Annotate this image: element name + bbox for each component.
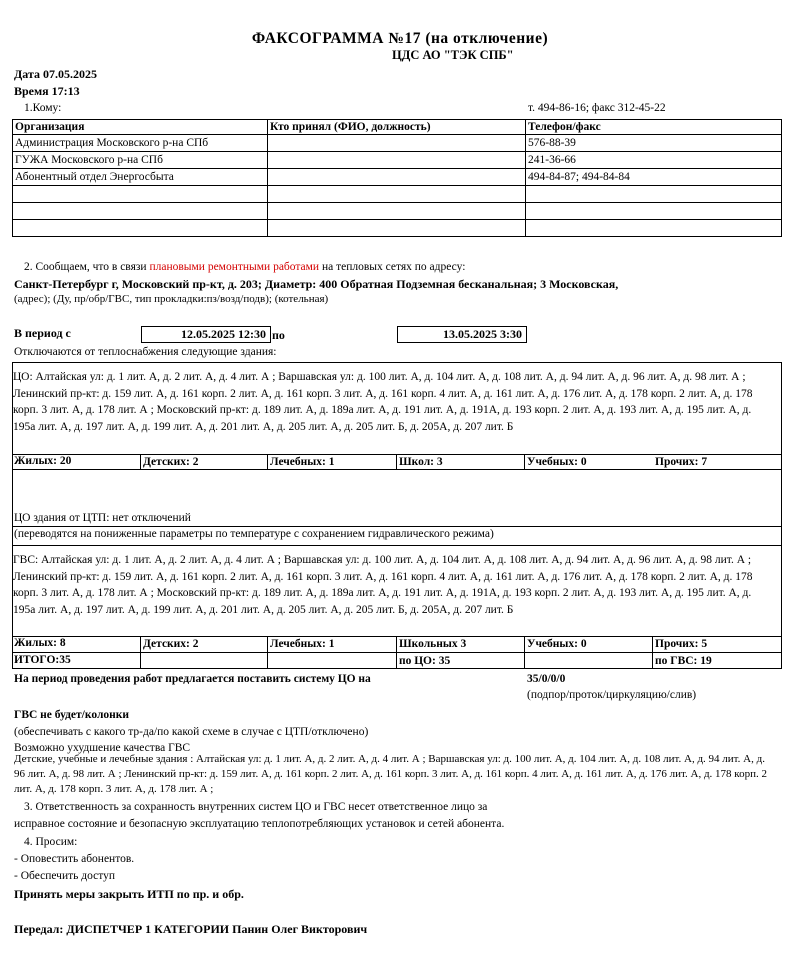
divider xyxy=(652,636,653,669)
column-header: Организация xyxy=(13,120,268,135)
receiver-cell xyxy=(268,135,526,152)
date-label: Дата 07.05.2025 xyxy=(14,67,97,81)
period-to-field: 13.05.2025 3:30 xyxy=(397,326,527,343)
gvs-count-educational: Учебных: 0 xyxy=(527,638,587,650)
gvs-quality-note: Возможно ухудшение качества ГВС xyxy=(14,742,191,754)
co-ctp-note: ЦО здания от ЦТП: нет отключений xyxy=(14,512,191,524)
divider xyxy=(12,469,782,470)
org-cell: Абонентный отдел Энергосбыта xyxy=(13,169,268,186)
gvs-count-schools: Школьных 3 xyxy=(399,638,467,650)
responsibility-line-1: 3. Ответственность за сохранность внутренних систем ЦО и ГВС несет ответственное лицо за xyxy=(24,801,488,813)
divider xyxy=(396,636,397,669)
notice-line xyxy=(24,261,465,273)
table-row xyxy=(13,152,782,169)
proposal-value-note: (подпор/проток/циркуляцию/слив) xyxy=(527,689,697,701)
total-co: по ЦО: 35 xyxy=(399,655,451,667)
requests-label: 4. Просим: xyxy=(24,836,78,848)
responsibility-line-2: исправное состояние и безопасную эксплуатацию теплопотребляющих установок и сетей абонента. xyxy=(14,818,505,830)
phone-fax: т. 494-86-16; факс 312-45-22 xyxy=(528,102,666,114)
period-label: В период с xyxy=(14,326,71,340)
phone-cell: 494-84-87; 494-84-84 xyxy=(526,169,782,186)
co-count-other: Прочих: 7 xyxy=(655,456,708,468)
table-header-row xyxy=(13,120,782,135)
divider xyxy=(12,545,782,546)
page-subtitle: ЦДС АО "ТЭК СПБ" xyxy=(392,48,514,62)
recipients-table xyxy=(12,119,782,237)
sender-line: Передал: ДИСПЕТЧЕР 1 КАТЕГОРИИ Панин Олег Викторович xyxy=(14,922,368,936)
org-cell: ГУЖА Московского р-на СПб xyxy=(13,152,268,169)
table-row xyxy=(13,203,782,220)
gvs-count-other: Прочих: 5 xyxy=(655,638,708,650)
disconnect-note: Отключаются от теплоснабжения следующие здания: xyxy=(14,346,277,358)
co-count-medical: Лечебных: 1 xyxy=(270,456,335,468)
divider xyxy=(267,454,268,470)
gvs-buildings-list: ГВС: Алтайская ул: д. 1 лит. А, д. 2 лит. А, д. 4 лит. А ; Варшавская ул: д. 100 лит. А, д. 104 лит. А, д. 108 лит. А, д. 94 лит. А, д. 96 лит. А, д. 98 лит. А ; Ленинский пр-кт: д. 159 лит. А, д. 161 корп. 2 лит. А, д. 161 корп. 3 лит. А, д. 161 корп. 4 лит. А, д. 161 лит. А, д. 176 лит. А, д. 178 корп. 2 лит. А, д. 178 корп. 3 лит. А, д. 178 лит. А ; Московский пр-кт: д. 189 лит. А, д. 189а лит. А, д. 191 лит. А, д. 191А, д. 193 корп. 2 лит. А, д. 193 лит. А, д. 195 лит. А, д. 195а лит. А, д. 197 лит. А, д. 199 лит. А, д. 201 лит. А, д. 205 лит. А, д. 205 лит. Б, д. 205А, д. 207 лит. Б xyxy=(13,554,753,616)
table-row xyxy=(13,135,782,152)
gvs-count-children: Детских: 2 xyxy=(143,638,199,650)
notice-highlight: плановыми ремонтными работами xyxy=(149,261,320,273)
total-gvs: по ГВС: 19 xyxy=(655,655,712,667)
period-from-field: 12.05.2025 12:30 xyxy=(141,326,271,343)
address-line: Санкт-Петербург г, Московский пр-кт, д. 203; Диаметр: 400 Обратная Подземная бесканальная; 3 Московская, xyxy=(14,277,619,291)
special-buildings-list: Детские, учебные и лечебные здания : Алтайская ул: д. 1 лит. А, д. 2 лит. А, д. 4 лит. А ; Варшавская ул: д. 100 лит. А, д. 104 лит. А, д. 108 лит. А, д. 94 лит. А, д. 96 лит. А, д. 98 лит. А ; Ленинский пр-кт: д. 159 лит. А, д. 161 корп. 2 лит. А, д. 161 корп. 3 лит. А, д. 161 корп. 4 лит. А, д. 161 лит. А, д. 176 лит. А, д. 178 корп. 2 лит. А, д. 178 корп. 3 лит. А, д. 178 лит. А ; xyxy=(14,753,767,795)
column-header: Телефон/факс xyxy=(526,120,782,135)
gvs-count-medical: Лечебных: 1 xyxy=(270,638,335,650)
receiver-cell xyxy=(268,169,526,186)
table-row xyxy=(13,220,782,237)
receiver-cell xyxy=(268,152,526,169)
notice-suffix: на тепловых сетях по адресу: xyxy=(319,261,466,273)
co-buildings-list: ЦО: Алтайская ул: д. 1 лит. А, д. 2 лит. А, д. 4 лит. А ; Варшавская ул: д. 100 лит. А, д. 104 лит. А, д. 108 лит. А, д. 94 лит. А, д. 96 лит. А, д. 98 лит. А ; Ленинский пр-кт: д. 159 лит. А, д. 161 корп. 2 лит. А, д. 161 корп. 3 лит. А, д. 161 корп. 4 лит. А, д. 161 лит. А, д. 176 лит. А, д. 178 корп. 2 лит. А, д. 178 корп. 3 лит. А, д. 178 лит. А ; Московский пр-кт: д. 189 лит. А, д. 189а лит. А, д. 191 лит. А, д. 191А, д. 193 корп. 2 лит. А, д. 193 лит. А, д. 195 лит. А, д. 195а лит. А, д. 197 лит. А, д. 199 лит. А, д. 201 лит. А, д. 205 лит. А, д. 205 лит. Б, д. 205А, д. 207 лит. Б xyxy=(13,371,753,433)
divider xyxy=(524,454,525,470)
divider xyxy=(524,636,525,669)
request-item: - Оповестить абонентов. xyxy=(14,853,135,865)
phone-cell: 241-36-66 xyxy=(526,152,782,169)
divider xyxy=(140,636,141,669)
request-itp: Принять меры закрыть ИТП по пр. и обр. xyxy=(14,887,244,901)
column-header: Кто принял (ФИО, должность) xyxy=(268,120,526,135)
total-count: ИТОГО:35 xyxy=(14,654,71,666)
to-label: 1.Кому: xyxy=(24,102,62,114)
table-row xyxy=(13,186,782,203)
divider xyxy=(12,526,782,527)
phone-cell: 576-88-39 xyxy=(526,135,782,152)
time-label: Время 17:13 xyxy=(14,84,80,98)
notice-prefix: 2. Сообщаем, что в связи xyxy=(24,261,150,273)
request-item: - Обеспечить доступ xyxy=(14,870,116,882)
gvs-count-residential: Жилых: 8 xyxy=(14,637,66,649)
divider xyxy=(12,652,782,653)
proposal-value: 35/0/0/0 xyxy=(527,673,566,685)
no-gvs-label: ГВС не будет/колонки xyxy=(14,709,130,721)
period-to-label: по xyxy=(272,328,285,342)
divider xyxy=(267,636,268,669)
divider xyxy=(140,454,141,470)
co-count-children: Детских: 2 xyxy=(143,456,199,468)
co-count-schools: Школ: 3 xyxy=(399,456,443,468)
divider xyxy=(12,454,782,455)
reduced-params-note: (переводятся на пониженные параметры по температуре с сохранением гидравлического режима) xyxy=(14,528,494,540)
org-cell: Администрация Московского р-на СПб xyxy=(13,135,268,152)
co-count-residential: Жилых: 20 xyxy=(14,455,72,467)
divider xyxy=(12,636,782,637)
page-title: ФАКСОГРАММА №17 (на отключение) xyxy=(251,30,549,47)
proposal-text: На период проведения работ предлагается поставить систему ЦО на xyxy=(14,673,371,685)
address-legend: (адрес); (Ду, пр/обр/ГВС, тип прокладки:пз/возд/подв); (котельная) xyxy=(14,293,329,305)
table-row xyxy=(13,169,782,186)
gvs-provide-note: (обеспечивать с какого тр-да/по какой схеме в случае с ЦТП/отключено) xyxy=(14,726,369,738)
divider xyxy=(396,454,397,470)
co-count-educational: Учебных: 0 xyxy=(527,456,587,468)
